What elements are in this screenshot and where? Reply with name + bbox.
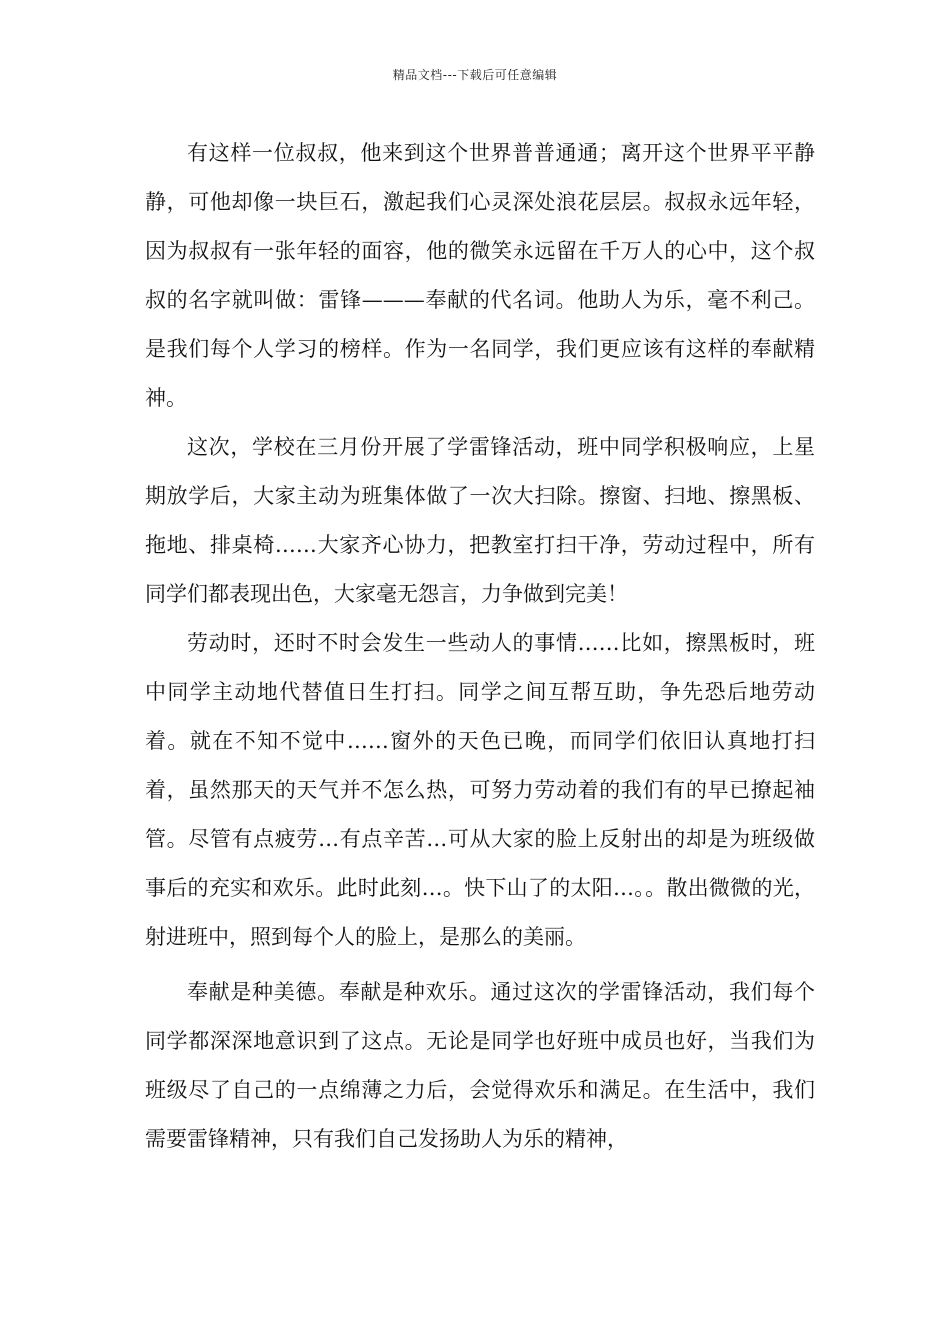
paragraph-2: 这次，学校在三月份开展了学雷锋活动，班中同学积极响应，上星期放学后，大家主动为班集体做了一次大扫除。擦窗、扫地、擦黑板、拖地、排桌椅……大家齐心协力，把教室打扫干净，劳动过程中，所有同学们都表现出色，大家毫无怨言，力争做到完美！ — [145, 435, 815, 606]
paragraph-1: 有这样一位叔叔，他来到这个世界普普通通；离开这个世界平平静静，可他却像一块巨石，激起我们心灵深处浪花层层。叔叔永远年轻，因为叔叔有一张年轻的面容，他的微笑永远留在千万人的心中，这个叔叔的名字就叫做：雷锋———奉献的代名词。他助人为乐，毫不利己。是我们每个人学习的榜样。作为一名同学，我们更应该有这样的奉献精神。 — [145, 141, 815, 410]
paragraph-3: 劳动时，还时不时会发生一些动人的事情……比如，擦黑板时，班中同学主动地代替值日生打扫。同学之间互帮互助，争先恐后地劳动着。就在不知不觉中……窗外的天色已晚，而同学们依旧认真地打扫着，虽然那天的天气并不怎么热，可努力劳动着的我们有的早已撩起袖管。尽管有点疲劳…有点辛苦…可从大家的脸上反射出的却是为班级做事后的充实和欢乐。此时此刻…。快下山了的太阳…。。散出微微的光，射进班中，照到每个人的脸上，是那么的美丽。 — [145, 631, 815, 949]
document-body — [145, 129, 815, 1164]
page-header: 精品文档---下载后可任意编辑 — [392, 68, 558, 82]
paragraph-4: 奉献是种美德。奉献是种欢乐。通过这次的学雷锋活动，我们每个同学都深深地意识到了这点。无论是同学也好班中成员也好，当我们为班级尽了自己的一点绵薄之力后，会觉得欢乐和满足。在生活中，我们需要雷锋精神，只有我们自己发扬助人为乐的精神， — [145, 980, 815, 1151]
